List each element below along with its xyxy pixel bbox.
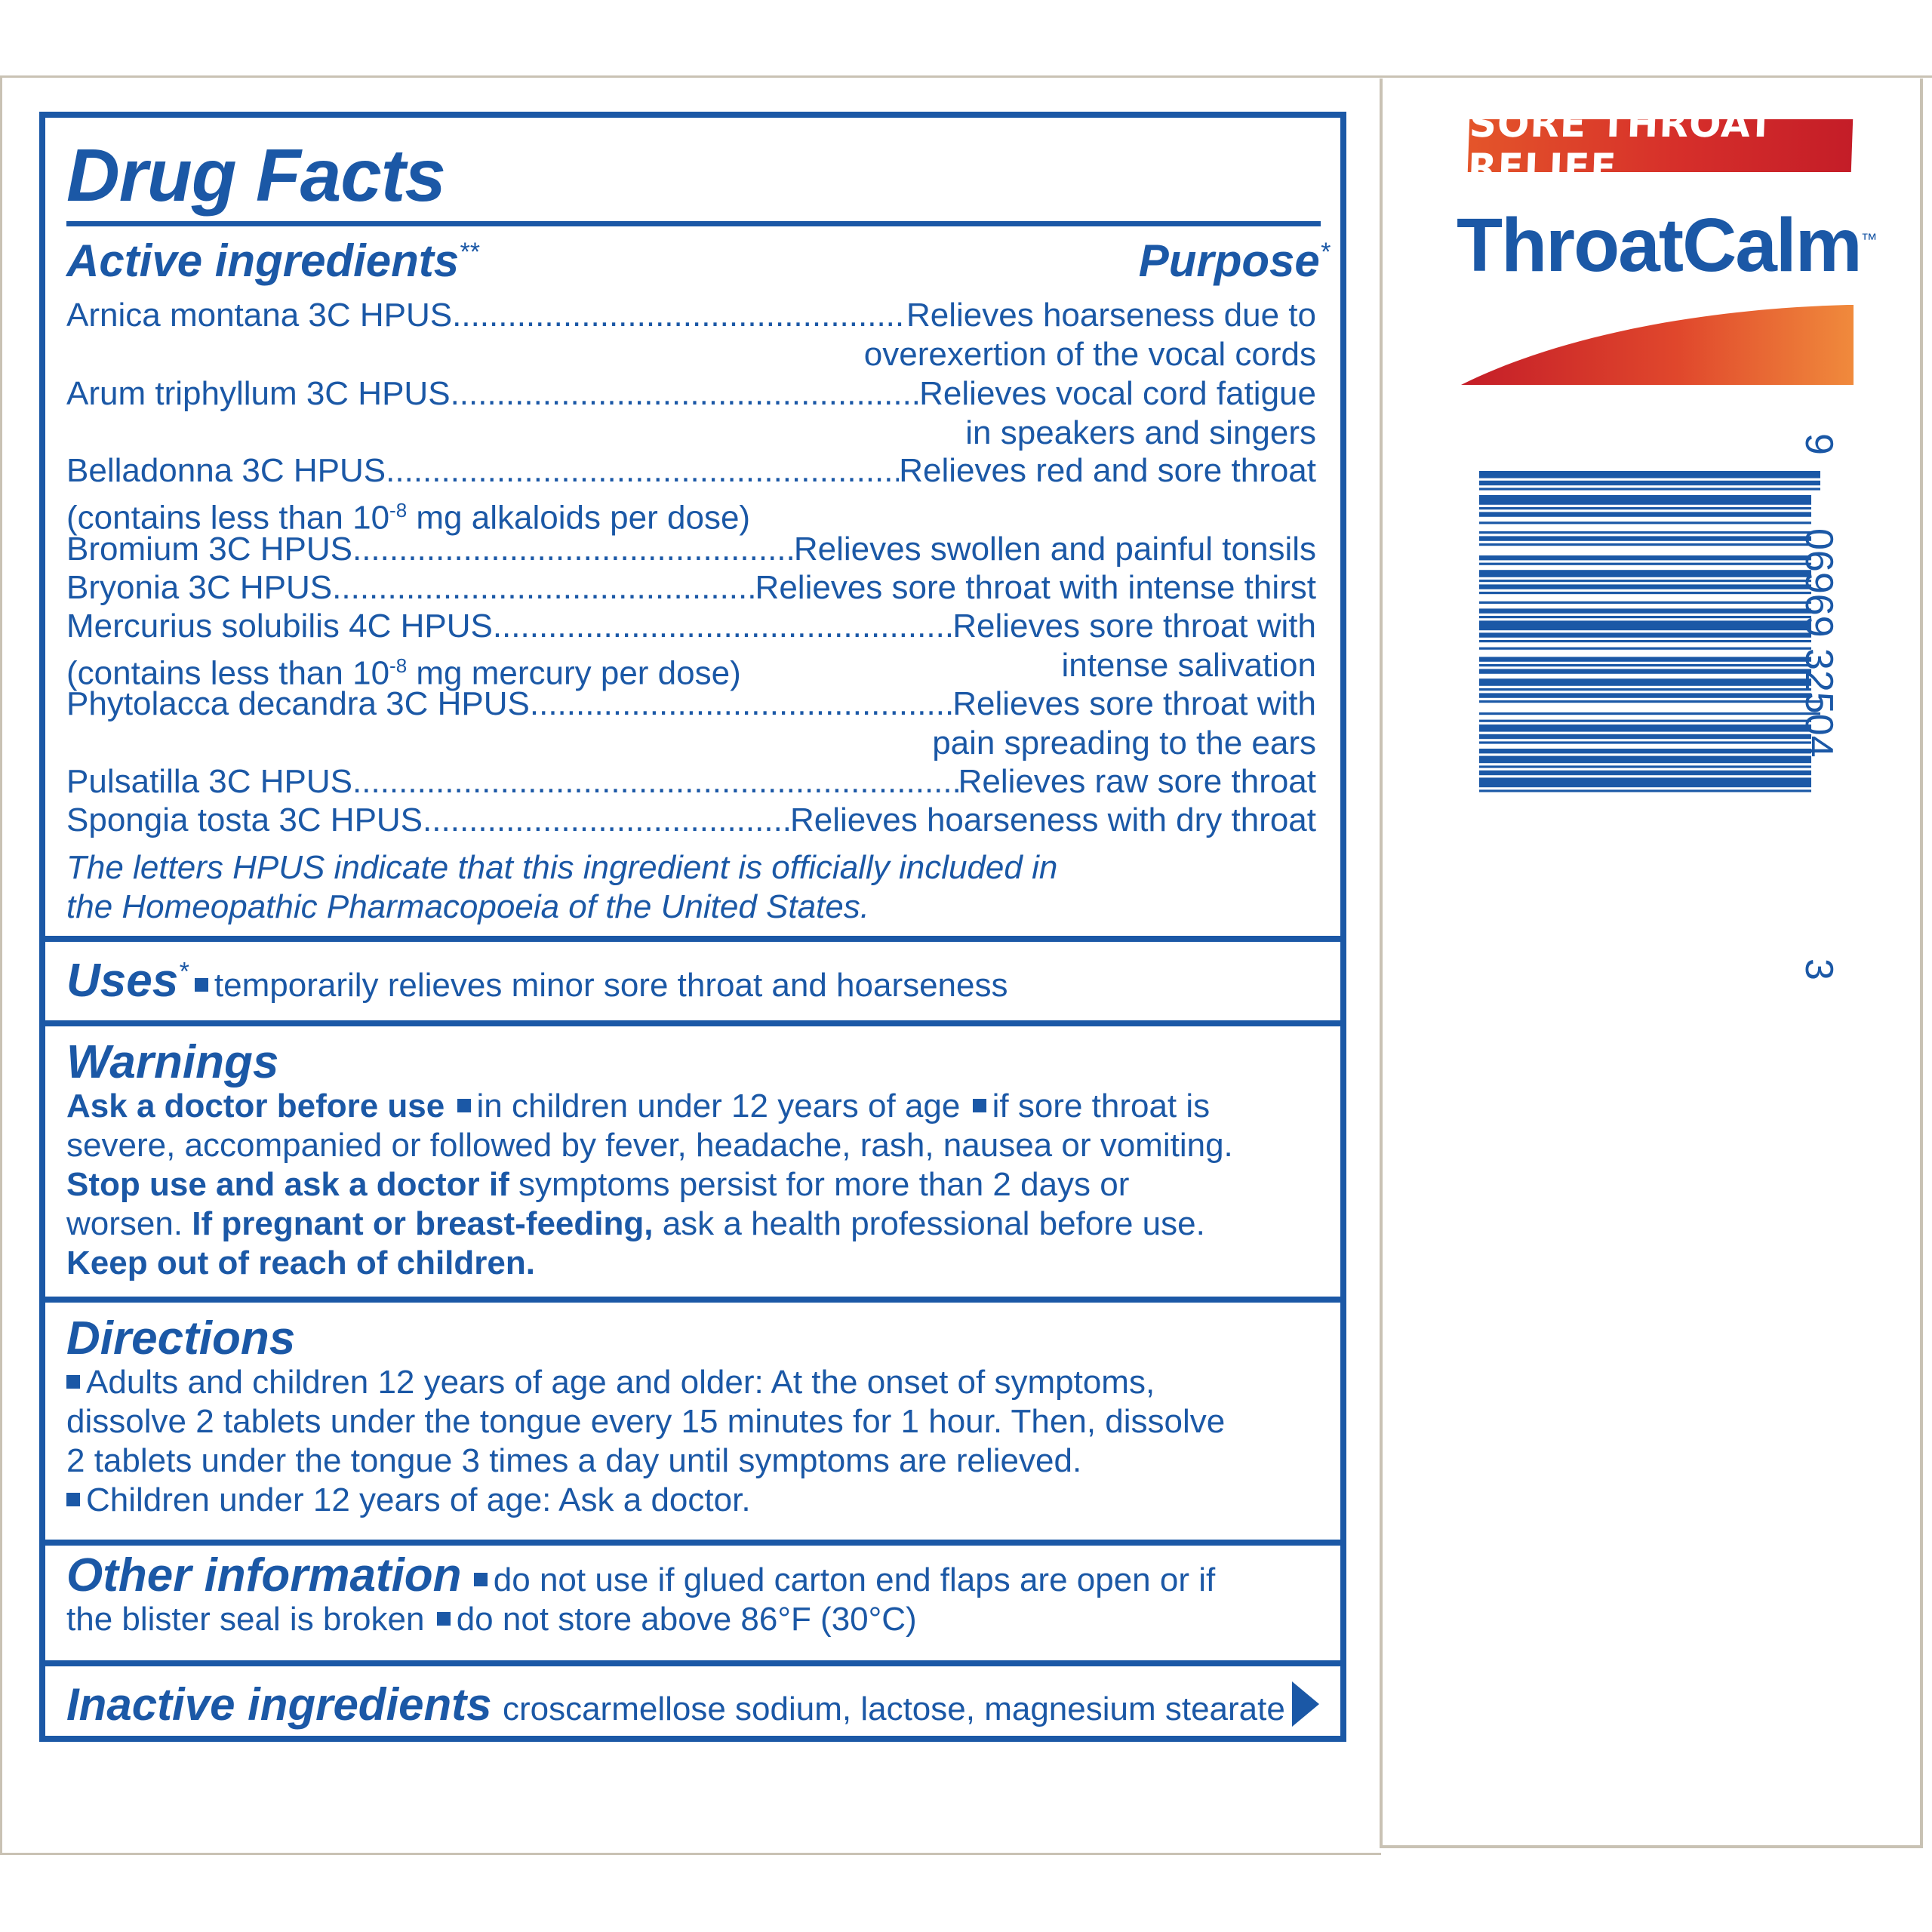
title-rule xyxy=(66,221,1321,226)
barcode-bar xyxy=(1479,580,1811,582)
barcode-bar xyxy=(1479,693,1811,697)
barcode-bar xyxy=(1479,640,1811,642)
section-divider xyxy=(45,936,1340,942)
section-divider xyxy=(45,1540,1340,1546)
barcode-bar xyxy=(1479,749,1811,753)
ingredient-name: Arnica montana 3C HPUS xyxy=(66,297,453,334)
directions-body: Adults and children 12 years of age and older: At the onset of symptoms, dissolve 2 tablets under the tongue every 15 minutes for 1 hour. Then, dissolve 2 tablets under the tongue 3 times a day until symptoms are relieved. Children under 12 years of age: Ask a doctor. xyxy=(66,1364,1226,1518)
ingredient-purpose: Relieves sore throat with intense thirst xyxy=(755,569,1316,606)
ingredient-purpose-cont: overexertion of the vocal cords xyxy=(863,336,1316,373)
purpose-heading: Purpose* xyxy=(1138,235,1330,286)
stop-use-label: Stop use and ask a doctor if xyxy=(66,1166,509,1203)
barcode-bar xyxy=(1479,592,1811,594)
ingredient-row xyxy=(66,685,1316,763)
ingredient-name: Bryonia 3C HPUS xyxy=(66,569,333,606)
barcode-bar xyxy=(1479,789,1811,792)
brand-swoosh xyxy=(1461,302,1854,386)
barcode-bar xyxy=(1479,765,1811,768)
barcode-bar xyxy=(1479,608,1811,613)
warnings-heading: Warnings xyxy=(66,1036,279,1088)
barcode-bar xyxy=(1479,543,1811,546)
barcode-bar xyxy=(1479,507,1811,509)
pregnant-label: If pregnant or breast-feeding, xyxy=(192,1205,654,1242)
barcode-bar xyxy=(1479,712,1820,715)
ingredient-purpose: Relieves swollen and painful tonsils xyxy=(793,531,1316,568)
barcode-bar xyxy=(1479,620,1811,630)
hpus-note: The letters HPUS indicate that this ingredient is officially included in the Homeopathic Pharmacopoeia of the United States. xyxy=(66,849,1058,925)
section-divider xyxy=(45,1020,1340,1026)
bullet-icon xyxy=(66,1493,80,1506)
continue-arrow-icon xyxy=(1292,1681,1319,1727)
ingredient-purpose: Relieves sore throat with xyxy=(952,685,1316,722)
bullet-icon xyxy=(457,1099,471,1112)
ingredient-row xyxy=(66,374,1316,453)
inactive-ingredients-text: croscarmellose sodium, lactose, magnesium stearate xyxy=(502,1690,1285,1727)
leader-dots xyxy=(452,296,906,335)
ingredient-purpose: Relieves hoarseness due to xyxy=(906,297,1316,334)
barcode-bar xyxy=(1479,648,1811,650)
uses-heading: Uses* xyxy=(66,955,189,1007)
leader-dots xyxy=(423,801,790,840)
ingredient-row xyxy=(66,568,1316,608)
inactive-ingredients-heading: Inactive ingredients xyxy=(66,1679,492,1730)
uses-section xyxy=(45,954,1340,1008)
barcode-bar xyxy=(1479,632,1811,637)
active-ingredients-heading: Active ingredients** xyxy=(66,235,479,286)
footnote-mark: * xyxy=(1319,238,1330,266)
bullet-icon xyxy=(66,1375,80,1389)
directions-section xyxy=(45,1312,1340,1520)
barcode-bar xyxy=(1479,616,1811,618)
ingredient-name: Belladonna 3C HPUS xyxy=(66,452,386,489)
barcode-bar xyxy=(1479,678,1811,686)
leader-dots xyxy=(451,374,920,414)
warnings-section xyxy=(45,1038,1340,1283)
leader-dots xyxy=(332,568,755,608)
bullet-icon xyxy=(474,1573,488,1586)
barcode-bar xyxy=(1479,536,1811,540)
barcode-bar xyxy=(1479,771,1811,775)
leader-dots xyxy=(386,451,899,491)
barcode-bar xyxy=(1479,724,1811,732)
barcode-bar xyxy=(1479,756,1811,764)
brand-logo: ThroatCalm™ xyxy=(1457,203,1876,288)
ingredient-row xyxy=(66,762,1316,801)
drug-facts-title: Drug Facts xyxy=(66,134,445,217)
uses-text: temporarily relieves minor sore throat and hoarseness xyxy=(214,967,1008,1004)
ingredient-purpose: Relieves sore throat with xyxy=(952,608,1316,645)
keep-out-label: Keep out of reach of children. xyxy=(66,1244,535,1281)
ingredient-name: Spongia tosta 3C HPUS xyxy=(66,801,423,838)
barcode-bar xyxy=(1479,563,1811,565)
ingredient-name: Pulsatilla 3C HPUS xyxy=(66,763,353,800)
barcode-bar xyxy=(1479,570,1811,577)
bullet-icon xyxy=(437,1612,451,1626)
barcode-bar xyxy=(1479,741,1811,743)
ingredient-note: (contains less than $10^{-8}$ mg alkaloids per dose) xyxy=(66,499,751,537)
carton-top-edge xyxy=(0,75,1932,78)
ingredient-purpose-cont: in speakers and singers xyxy=(965,414,1316,451)
ingredient-purpose: Relieves raw sore throat xyxy=(958,763,1316,800)
barcode-bar xyxy=(1479,601,1811,604)
ingredient-row xyxy=(66,801,1316,840)
barcode-bar xyxy=(1479,777,1811,787)
ingredient-row xyxy=(66,530,1316,569)
carton-left-edge xyxy=(0,75,2,1853)
footnote-mark: ** xyxy=(459,238,479,266)
barcode-bar xyxy=(1479,700,1820,703)
barcode-digit-top: 9 xyxy=(1797,433,1841,455)
barcode-digit-bottom: 3 xyxy=(1797,958,1841,980)
ingredient-name: Arum triphyllum 3C HPUS xyxy=(66,375,451,412)
barcode-bar xyxy=(1479,495,1811,505)
bullet-icon xyxy=(195,978,208,992)
directions-heading: Directions xyxy=(66,1312,296,1364)
barcode-bar xyxy=(1479,734,1811,739)
ask-doctor-label: Ask a doctor before use xyxy=(66,1088,445,1124)
barcode-bar xyxy=(1479,720,1811,722)
ingredient-row xyxy=(66,296,1316,374)
other-information-heading: Other information xyxy=(66,1549,462,1601)
barcode-bar xyxy=(1479,584,1811,589)
ingredient-name: Phytolacca decandra 3C HPUS xyxy=(66,685,530,722)
leader-dots xyxy=(352,762,958,801)
other-information-section: Other information do not use if glued carton end flaps are open or if the blister seal is broken do not store above 86°F (30°C) xyxy=(66,1549,1216,1638)
barcode-bar xyxy=(1479,531,1811,534)
barcode-bar xyxy=(1479,669,1811,673)
barcode-bar xyxy=(1479,521,1811,524)
inactive-ingredients-section xyxy=(45,1678,1340,1730)
leader-dots xyxy=(493,607,952,646)
section-divider xyxy=(45,1660,1340,1666)
barcode-digits: 06969 32504 xyxy=(1797,528,1841,758)
bullet-icon xyxy=(973,1099,986,1112)
ingredient-name: Bromium 3C HPUS xyxy=(66,531,352,568)
ingredient-purpose-cont: pain spreading to the ears xyxy=(932,724,1316,761)
upc-barcode xyxy=(1479,468,1820,936)
leader-dots xyxy=(530,685,952,724)
barcode-bar xyxy=(1479,555,1811,560)
ingredient-row xyxy=(66,607,1316,694)
ingredient-note: (contains less than $10^{-8}$ mg mercury per dose) xyxy=(66,654,741,692)
barcode-bar xyxy=(1479,488,1820,490)
barcode-bar xyxy=(1479,657,1811,661)
ingredient-purpose-cont: intense salivation xyxy=(1061,647,1316,684)
ingredient-row xyxy=(66,451,1316,538)
barcode-bar xyxy=(1479,512,1811,516)
carton-bottom-edge xyxy=(0,1853,1381,1855)
section-divider xyxy=(45,1297,1340,1303)
warnings-body: Ask a doctor before use in children under 12 years of age if sore throat is severe, accompanied or followed by fever, headache, rash, nausea or vomiting. Stop use and ask a doctor if symptoms persist for more than 2 days or worsen. If pregnant or breast-feeding, ask a health professional before use. Keep out of reach of children. xyxy=(66,1088,1233,1281)
drug-facts-panel xyxy=(39,112,1346,1742)
leader-dots xyxy=(352,530,794,569)
sore-throat-relief-badge: SORE THROAT RELIEF xyxy=(1468,119,1853,172)
barcode-bar xyxy=(1479,664,1811,666)
ingredient-purpose: Relieves vocal cord fatigue xyxy=(919,375,1316,412)
ingredient-purpose: Relieves red and sore throat xyxy=(899,452,1316,489)
barcode-bar xyxy=(1479,688,1811,691)
barcode-bar xyxy=(1479,471,1820,478)
barcode-bar xyxy=(1479,481,1820,485)
ingredient-purpose: Relieves hoarseness with dry throat xyxy=(790,801,1316,838)
ingredient-name: Mercurius solubilis 4C HPUS xyxy=(66,608,493,645)
